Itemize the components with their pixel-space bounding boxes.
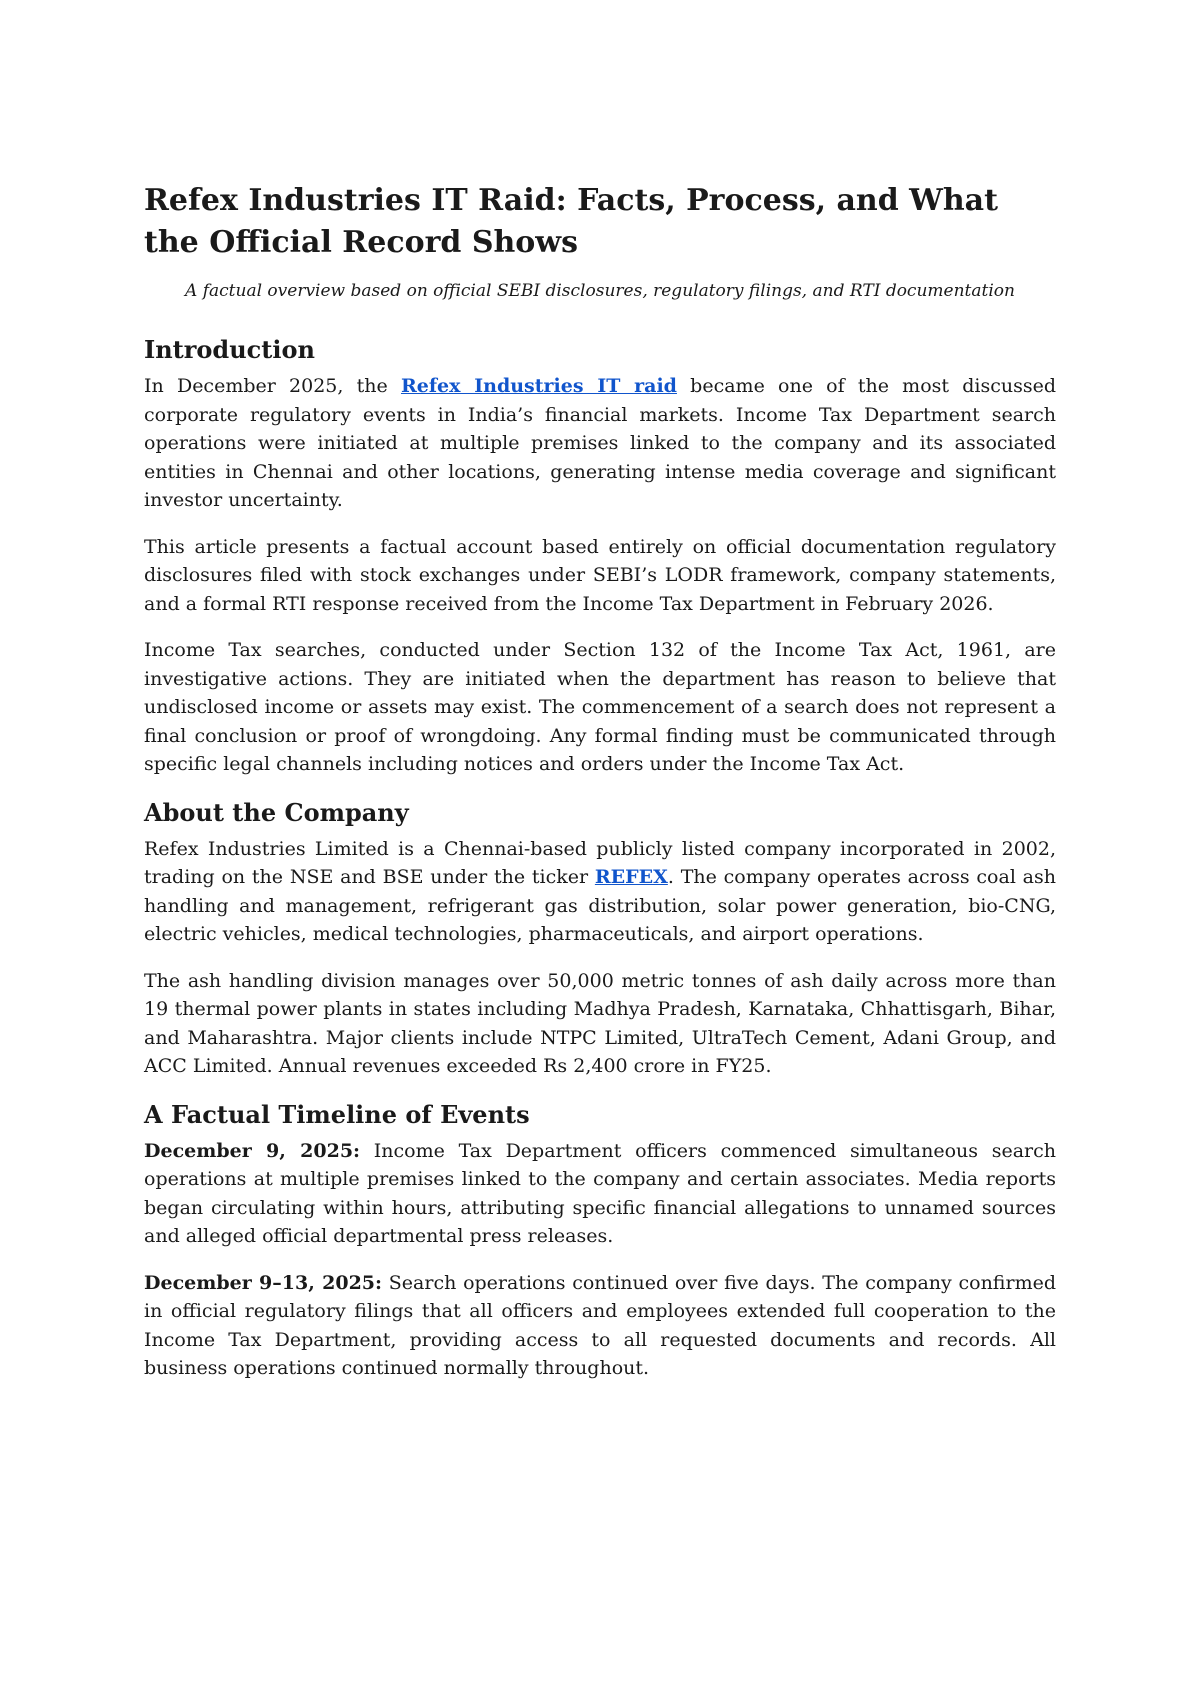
timeline-date: December 9–13, 2025: xyxy=(144,1271,383,1294)
timeline-entry-2 xyxy=(144,1269,1056,1383)
about-paragraph-2: The ash handling division manages over 50,000 metric tonnes of ash daily across more than 19 thermal power plants in states including Madhya Pradesh, Karnataka, Chhattisgarh, Bihar, and Maharashtra. Major clients include NTPC Limited, UltraTech Cement, Adani Group, and ACC Limited. Annual revenues exceeded Rs 2,400 crore in FY25. xyxy=(144,969,1056,1077)
intro-paragraph-2: This article presents a factual account based entirely on official documentation regulatory disclosures filed with stock exchanges under SEBI’s LODR framework, company statements, and a formal RTI response received from the Income Tax Department in February 2026. xyxy=(144,535,1056,615)
timeline-text: Search operations continued over five days. The company confirmed in official regulatory filings that all officers and employees extended full cooperation to the Income Tax Department, providing access to all requested documents and records. All business operations continued normally throughout. xyxy=(144,1271,1056,1379)
timeline-entry-1 xyxy=(144,1137,1056,1251)
refex-it-raid-link[interactable]: Refex Industries IT raid xyxy=(400,375,677,397)
document-page xyxy=(144,180,1056,1401)
about-paragraph-1-text-a: Refex Industries Limited is a Chennai-based publicly listed company incorporated in 2002, trading on the NSE and BSE under the ticker xyxy=(144,837,1056,888)
timeline-date: December 9, 2025: xyxy=(144,1139,361,1162)
intro-paragraph-1-text-b: became one of the most discussed corporate regulatory events in India’s financial markets. Income Tax Department search operations were initiated at multiple premises linked to the company and its associated entities in Chennai and other locations, generating intense media coverage and significant investor uncertainty. xyxy=(144,375,1057,511)
about-paragraph-1-text-b: . The company operates across coal ash handling and management, refrigerant gas distribution, solar power generation, bio-CNG, electric vehicles, medical technologies, pharmaceuticals, and airport operations. xyxy=(144,866,1056,945)
section-heading: A Factual Timeline of Events xyxy=(144,1099,530,1129)
intro-paragraph-3: Income Tax searches, conducted under Section 132 of the Income Tax Act, 1961, are investigative actions. They are initiated when the department has reason to believe that undisclosed income or assets may exist. The commencement of a search does not represent a final conclusion or proof of wrongdoing. Any formal finding must be communicated through specific legal channels including notices and orders under the Income Tax Act. xyxy=(144,639,1056,775)
section-heading: About the Company xyxy=(144,797,409,827)
intro-paragraph-1-text-a: In December 2025, the xyxy=(144,375,401,397)
about-paragraph-1 xyxy=(144,835,1056,949)
intro-paragraph-1 xyxy=(144,372,1056,515)
page-title: Refex Industries IT Raid: Facts, Process, and What the Official Record Shows xyxy=(144,183,998,260)
refex-ticker-link[interactable]: REFEX xyxy=(594,866,668,888)
section-heading: Introduction xyxy=(144,335,315,364)
page-subtitle: A factual overview based on official SEBI disclosures, regulatory filings, and RTI documentation xyxy=(185,281,1015,301)
section-introduction xyxy=(144,334,1056,779)
section-about-company xyxy=(144,797,1056,1081)
section-timeline xyxy=(144,1099,1056,1383)
timeline-text: Income Tax Department officers commenced simultaneous search operations at multiple premises linked to the company and certain associates. Media reports began circulating within hours, attributing specific financial allegations to unnamed sources and alleged official departmental press releases. xyxy=(144,1139,1057,1247)
